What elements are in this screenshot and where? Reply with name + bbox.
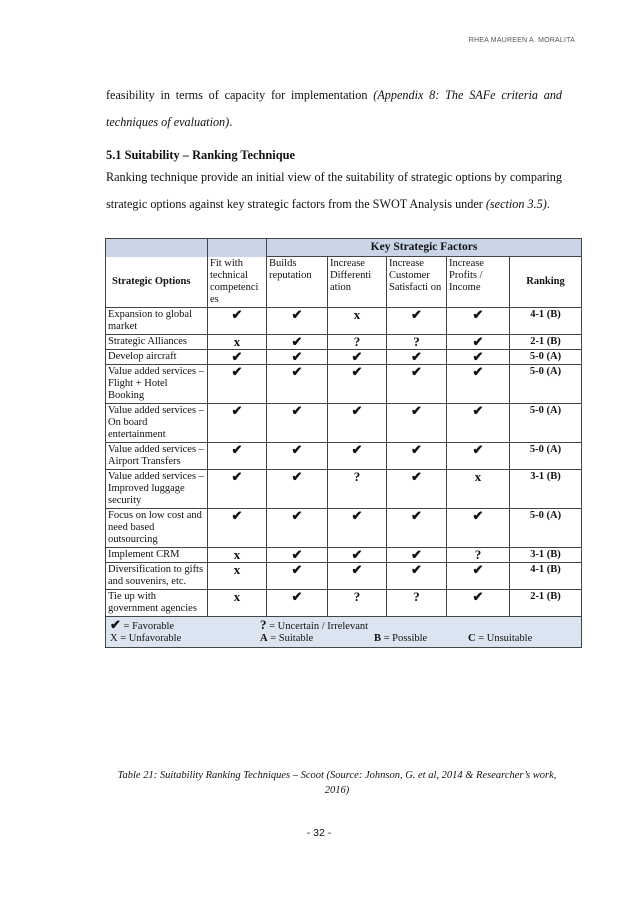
check-mark-icon: ✔	[267, 547, 328, 562]
table-row	[106, 442, 582, 469]
check-mark-icon: ✔	[267, 364, 328, 403]
check-mark-icon: ✔	[387, 349, 447, 364]
legend-row	[106, 616, 582, 647]
x-mark: x	[208, 334, 267, 349]
check-mark-icon: ✔	[328, 547, 387, 562]
rank-value: 5-0 (A)	[510, 349, 582, 364]
x-mark: x	[208, 562, 267, 589]
check-mark-icon: ✔	[387, 442, 447, 469]
check-mark-icon: ✔	[447, 364, 510, 403]
check-mark-icon: ✔	[447, 403, 510, 442]
check-mark-icon: ✔	[208, 307, 267, 334]
option-name: Expansion to global market	[106, 307, 208, 334]
check-mark-icon: ✔	[447, 589, 510, 616]
factor-header: Fit with technical competenci es	[208, 257, 267, 308]
check-mark-icon: ✔	[208, 349, 267, 364]
option-name: Value added services – Airport Transfers	[106, 442, 208, 469]
question-mark: ?	[328, 334, 387, 349]
check-mark-icon: ✔	[447, 442, 510, 469]
paragraph-feasibility	[106, 82, 562, 136]
check-mark-icon: ✔	[328, 442, 387, 469]
page-number: - 32 -	[306, 827, 332, 839]
factor-header: Increase Profits / Income	[447, 257, 510, 308]
legend-x-key: X	[110, 632, 118, 644]
section-title: 5.1 Suitability – Ranking Technique	[106, 148, 296, 162]
check-mark-icon: ✔	[267, 403, 328, 442]
check-mark-icon: ✔	[267, 349, 328, 364]
check-mark-icon: ✔	[267, 469, 328, 508]
legend-a-text: = Suitable	[270, 632, 314, 644]
table-row	[106, 547, 582, 562]
running-header: RHEA MAUREEN A. MORALITA	[468, 37, 575, 44]
table-row	[106, 589, 582, 616]
para2-text: Ranking technique provide an initial view of the suitability of strategic options by comparing strategic options against key strategic factors from the SWOT Analysis under	[106, 170, 562, 211]
check-mark-icon: ✔	[387, 508, 447, 547]
question-mark: ?	[387, 334, 447, 349]
option-name: Implement CRM	[106, 547, 208, 562]
para1-italic: (Appendix 8: The SAFe criteria and techniques of evaluation)	[106, 88, 563, 129]
question-mark: ?	[447, 547, 510, 562]
check-mark-icon: ✔	[267, 589, 328, 616]
rank-value: 3-1 (B)	[510, 469, 582, 508]
option-name: Tie up with government agencies	[106, 589, 208, 616]
check-mark-icon: ✔	[110, 616, 121, 632]
table-row	[106, 403, 582, 442]
factor-header: Increase Differenti ation	[328, 257, 387, 308]
check-mark-icon: ✔	[447, 307, 510, 334]
para1-text: feasibility in terms of capacity for implementation	[106, 88, 374, 102]
legend-b-key: B	[374, 632, 382, 644]
rank-value: 4-1 (B)	[510, 562, 582, 589]
check-mark-icon: ✔	[328, 562, 387, 589]
rank-value: 2-1 (B)	[510, 589, 582, 616]
legend-a-key: A	[260, 632, 268, 644]
check-mark-icon: ✔	[328, 403, 387, 442]
question-mark: ?	[328, 469, 387, 508]
paragraph-ranking	[106, 164, 562, 218]
legend	[106, 616, 582, 647]
check-mark-icon: ✔	[387, 307, 447, 334]
option-name: Value added services – Improved luggage security	[106, 469, 208, 508]
check-mark-icon: ✔	[387, 364, 447, 403]
rank-value: 2-1 (B)	[510, 334, 582, 349]
check-mark-icon: ✔	[208, 508, 267, 547]
factor-header: Builds reputation	[267, 257, 328, 308]
check-mark-icon: ✔	[387, 547, 447, 562]
check-mark-icon: ✔	[387, 469, 447, 508]
check-mark-icon: ✔	[328, 364, 387, 403]
x-mark: x	[447, 469, 510, 508]
blank-corner-2	[208, 239, 267, 257]
check-mark-icon: ✔	[267, 307, 328, 334]
table-row	[106, 334, 582, 349]
table-row	[106, 307, 582, 334]
check-mark-icon: ✔	[267, 508, 328, 547]
option-name: Develop aircraft	[106, 349, 208, 364]
table-row	[106, 508, 582, 547]
table-row	[106, 562, 582, 589]
table-caption: Table 21: Suitability Ranking Techniques – Scoot (Source: Johnson, G. et al, 2014 & Researcher’s work, 2016)	[117, 770, 557, 796]
legend-uncertain: = Uncertain / Irrelevant	[269, 620, 369, 632]
table-row	[106, 349, 582, 364]
legend-unfavorable: = Unfavorable	[120, 632, 182, 644]
check-mark-icon: ✔	[267, 562, 328, 589]
rank-value: 4-1 (B)	[510, 307, 582, 334]
question-mark: ?	[328, 589, 387, 616]
check-mark-icon: ✔	[447, 562, 510, 589]
check-mark-icon: ✔	[447, 349, 510, 364]
x-mark: x	[208, 547, 267, 562]
check-mark-icon: ✔	[267, 334, 328, 349]
check-mark-icon: ✔	[387, 403, 447, 442]
check-mark-icon: ✔	[208, 364, 267, 403]
check-mark-icon: ✔	[267, 442, 328, 469]
check-mark-icon: ✔	[387, 562, 447, 589]
rank-value: 5-0 (A)	[510, 442, 582, 469]
ranking-header: Ranking	[510, 257, 582, 308]
option-name: Strategic Alliances	[106, 334, 208, 349]
check-mark-icon: ✔	[208, 403, 267, 442]
rank-value: 5-0 (A)	[510, 403, 582, 442]
blank-corner	[106, 239, 208, 257]
legend-favorable: = Favorable	[123, 620, 175, 632]
rank-value: 5-0 (A)	[510, 364, 582, 403]
x-mark: x	[328, 307, 387, 334]
option-name: Value added services – On board entertainment	[106, 403, 208, 442]
check-mark-icon: ✔	[447, 508, 510, 547]
strategic-options-header: Strategic Options	[106, 257, 208, 308]
para2-italic: (section 3.5)	[485, 197, 547, 211]
question-mark-icon: ?	[260, 616, 267, 632]
para2-end: .	[546, 197, 550, 211]
legend-c-text: = Unsuitable	[478, 632, 533, 644]
check-mark-icon: ✔	[447, 334, 510, 349]
rank-value: 3-1 (B)	[510, 547, 582, 562]
table-row	[106, 364, 582, 403]
rank-value: 5-0 (A)	[510, 508, 582, 547]
option-name: Focus on low cost and need based outsourcing	[106, 508, 208, 547]
factor-header: Increase Customer Satisfacti on	[387, 257, 447, 308]
check-mark-icon: ✔	[208, 469, 267, 508]
legend-c-key: C	[468, 632, 476, 644]
option-name: Value added services – Flight + Hotel Booking	[106, 364, 208, 403]
check-mark-icon: ✔	[328, 349, 387, 364]
para1-end: .	[229, 115, 233, 129]
check-mark-icon: ✔	[208, 442, 267, 469]
legend-b-text: = Possible	[383, 632, 428, 644]
key-factors-header: Key Strategic Factors	[267, 239, 582, 257]
x-mark: x	[208, 589, 267, 616]
option-name: Diversification to gifts and souvenirs, etc.	[106, 562, 208, 589]
check-mark-icon: ✔	[328, 508, 387, 547]
ranking-table	[105, 238, 582, 648]
question-mark: ?	[387, 589, 447, 616]
table-row	[106, 469, 582, 508]
